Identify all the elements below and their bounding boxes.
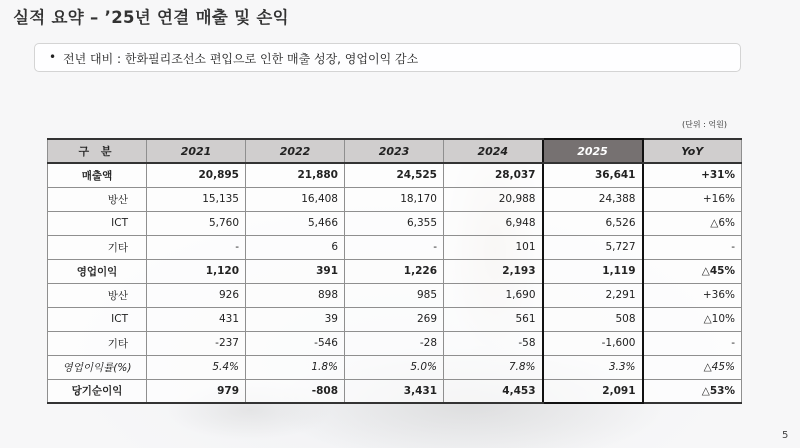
cell-yoy: △10%	[643, 307, 742, 331]
cell-2024: 28,037	[444, 163, 543, 187]
row-label: ICT	[48, 211, 147, 235]
row-op-defense	[48, 283, 742, 307]
row-op-ict	[48, 307, 742, 331]
cell-2025: 508	[543, 307, 643, 331]
row-label: 기타	[48, 235, 147, 259]
cell-2021: 979	[147, 379, 246, 403]
cell-2024: -58	[444, 331, 543, 355]
row-label: 방산	[48, 283, 147, 307]
cell-2025: 5,727	[543, 235, 643, 259]
page-number: 5	[782, 430, 789, 441]
cell-2023: 5.0%	[345, 355, 444, 379]
cell-2022: -808	[246, 379, 345, 403]
row-label: 기타	[48, 331, 147, 355]
cell-2022: 1.8%	[246, 355, 345, 379]
row-label: ICT	[48, 307, 147, 331]
header-2024: 2024	[444, 139, 543, 163]
cell-2025: 2,291	[543, 283, 643, 307]
cell-2022: 5,466	[246, 211, 345, 235]
cell-yoy: △6%	[643, 211, 742, 235]
cell-2024: 7.8%	[444, 355, 543, 379]
cell-2024: 101	[444, 235, 543, 259]
cell-2023: -	[345, 235, 444, 259]
cell-2024: 20,988	[444, 187, 543, 211]
cell-2022: 898	[246, 283, 345, 307]
cell-yoy: +31%	[643, 163, 742, 187]
cell-2021: 431	[147, 307, 246, 331]
cell-2021: 926	[147, 283, 246, 307]
cell-2022: 39	[246, 307, 345, 331]
cell-2023: 24,525	[345, 163, 444, 187]
cell-2024: 561	[444, 307, 543, 331]
cell-2025: 24,388	[543, 187, 643, 211]
cell-2023: 985	[345, 283, 444, 307]
header-category: 구 분	[48, 139, 147, 163]
cell-2025: 3.3%	[543, 355, 643, 379]
cell-2021: 20,895	[147, 163, 246, 187]
financial-summary-table	[47, 138, 742, 404]
cell-2025: 2,091	[543, 379, 643, 403]
cell-yoy: △45%	[643, 259, 742, 283]
cell-2025: 36,641	[543, 163, 643, 187]
row-op-other	[48, 331, 742, 355]
unit-label: (단위 : 억원)	[682, 120, 727, 129]
row-revenue-ict	[48, 211, 742, 235]
row-label: 영업이익	[48, 259, 147, 283]
row-net-income	[48, 379, 742, 403]
cell-2023: 6,355	[345, 211, 444, 235]
cell-2022: 6	[246, 235, 345, 259]
cell-2024: 6,948	[444, 211, 543, 235]
cell-yoy: -	[643, 235, 742, 259]
row-revenue	[48, 163, 742, 187]
cell-2021: 1,120	[147, 259, 246, 283]
cell-2023: 1,226	[345, 259, 444, 283]
page-title: 실적 요약 – ’25년 연결 매출 및 손익	[13, 8, 289, 27]
cell-2024: 1,690	[444, 283, 543, 307]
cell-2025: -1,600	[543, 331, 643, 355]
cell-2021: -	[147, 235, 246, 259]
row-revenue-defense	[48, 187, 742, 211]
bullet-icon: •	[49, 50, 57, 64]
header-2023: 2023	[345, 139, 444, 163]
cell-2021: 15,135	[147, 187, 246, 211]
cell-2022: 391	[246, 259, 345, 283]
cell-2021: -237	[147, 331, 246, 355]
cell-yoy: -	[643, 331, 742, 355]
cell-2024: 4,453	[444, 379, 543, 403]
row-label: 당기순이익	[48, 379, 147, 403]
header-yoy: YoY	[643, 139, 742, 163]
cell-2025: 6,526	[543, 211, 643, 235]
table-header-row	[48, 139, 742, 163]
cell-2021: 5.4%	[147, 355, 246, 379]
row-operating-profit	[48, 259, 742, 283]
cell-2022: 16,408	[246, 187, 345, 211]
summary-text: 전년 대비 : 한화필리조선소 편입으로 인한 매출 성장, 영업이익 감소	[63, 52, 419, 66]
cell-2023: 3,431	[345, 379, 444, 403]
row-op-margin	[48, 355, 742, 379]
cell-yoy: △45%	[643, 355, 742, 379]
cell-2023: 269	[345, 307, 444, 331]
header-2022: 2022	[246, 139, 345, 163]
cell-2023: 18,170	[345, 187, 444, 211]
row-label: 영업이익률(%)	[48, 355, 147, 379]
cell-2021: 5,760	[147, 211, 246, 235]
cell-2022: 21,880	[246, 163, 345, 187]
header-2025: 2025	[543, 139, 643, 163]
row-revenue-other	[48, 235, 742, 259]
cell-yoy: +36%	[643, 283, 742, 307]
summary-box	[34, 43, 741, 72]
cell-2025: 1,119	[543, 259, 643, 283]
cell-2023: -28	[345, 331, 444, 355]
cell-yoy: +16%	[643, 187, 742, 211]
row-label: 방산	[48, 187, 147, 211]
cell-yoy: △53%	[643, 379, 742, 403]
cell-2024: 2,193	[444, 259, 543, 283]
header-2021: 2021	[147, 139, 246, 163]
row-label: 매출액	[48, 163, 147, 187]
cell-2022: -546	[246, 331, 345, 355]
